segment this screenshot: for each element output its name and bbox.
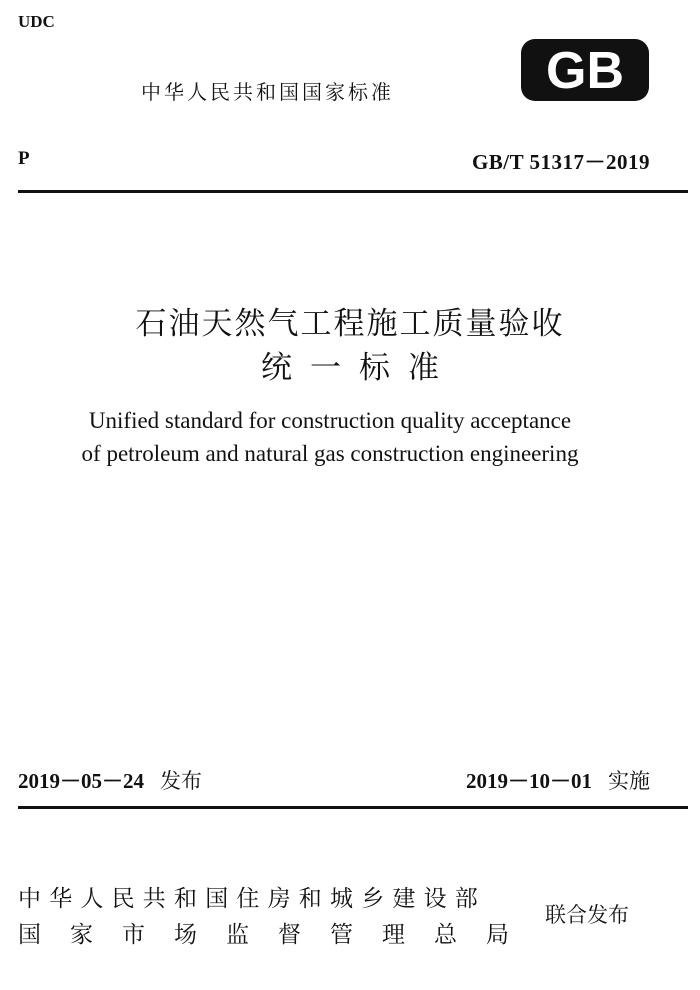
- english-title-line1: Unified standard for construction quality acceptance: [88, 408, 572, 433]
- joint-publish-label: 联合发布: [545, 903, 629, 927]
- english-title: [0, 404, 660, 470]
- chinese-title-line1: 石油天然气工程施工质量验收: [135, 306, 565, 342]
- implementation-date: 2019－10－01: [466, 769, 592, 793]
- chinese-title-line2: 统一标准: [261, 350, 457, 386]
- standard-number: GB/T 51317－2019: [471, 150, 650, 174]
- english-title-line2: of petroleum and natural gas construction engineering: [81, 441, 579, 466]
- classification-code: P: [18, 148, 30, 169]
- issue-date-block: [18, 765, 202, 795]
- gb-logo-text: GB: [546, 42, 624, 100]
- implementation-date-block: [466, 765, 650, 795]
- publisher-line1: 中华人民共和国住房和城乡建设部: [18, 886, 486, 912]
- top-divider: [18, 190, 688, 193]
- udc-label: UDC: [18, 12, 55, 31]
- bottom-divider: [18, 806, 688, 809]
- gb-logo: [519, 36, 651, 104]
- issue-label: 发布: [160, 769, 202, 793]
- issue-date: 2019－05－24: [18, 769, 144, 793]
- implementation-label: 实施: [608, 769, 650, 793]
- chinese-title: [0, 302, 700, 390]
- publisher-line2: 国家市场监督管理总局: [18, 922, 538, 948]
- national-standard-heading: 中华人民共和国国家标准: [141, 80, 394, 104]
